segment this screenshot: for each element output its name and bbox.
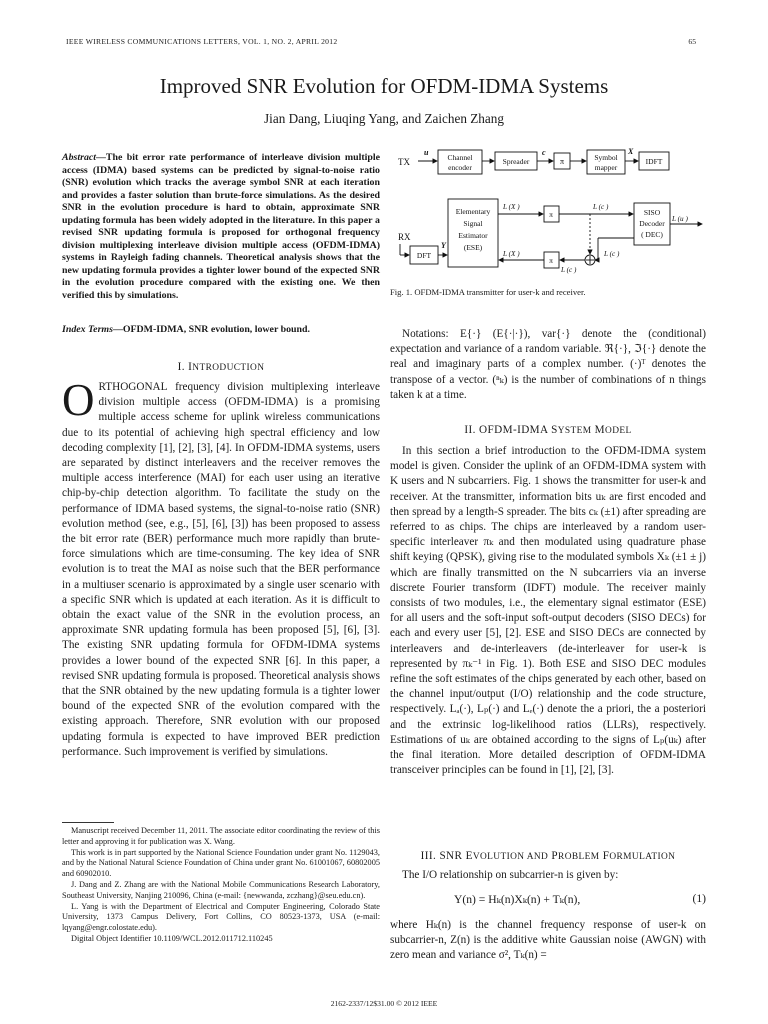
section-heading-system-model: II. OFDM-IDMA SYSTEM MODEL [464, 424, 632, 436]
introduction-body [62, 375, 380, 760]
signal-xk: X [628, 147, 634, 156]
notations-paragraph: Notations: E{·} (E{·|·}), var{·} denote the (conditional) expectation and variance of a random variable. ℜ{·}, ℑ{·} denote the real and imaginary parts of a complex number. (·)ᵀ denotes the transpose of a vector. (ⁿₖ) is the number of combinations of n things taken k at a time. [390, 328, 706, 401]
intro-text: frequency division multiplexing interleave division multiple access (OFDM-IDMA) is a promising multiple access scheme for uplink wireless communications due to its potential of achieving high spectral efficiency and low decoding complexity [1], [2], [3], [4]. In OFDM-IDMA systems, users are separated by distinct interleavers and the receiver removes the multiple access interference (MAI) for each user using an iterative chip-by-chip detection algorithm. To facilitate the study on the performance of IDMA based systems, the signal-to-noise ratio (SNR) evolution method (see, e.g., [5], [6], [3]) has been proposed to assess the bit error rate (BER) performance much more rapidly than brute-force simulations which are time-consuming. The key idea of SNR evolution is to treat the MAI as noise such that the BER performance in a multiuser scenario is approximated by a single user scenario with a specific SNR which is updated at each iteration. As it is difficult to obtain the exact value of the SNR in the evolution process, an approximate SNR updating formula has been proposed [5], [6], [3]. The existing SNR updating formula for OFDM-IDMA systems provides a lower bound of the expected SNR [6]. In this paper, a revised SNR updating formula is proposed. Theoretical analysis shows that the SNR obtained by the new updating formula is a tighter lower bound of the expected SNR of the evolution compared with the existing approach. Therefore, SNR evolution with our proposed updating formula is expected to have improved BER prediction performance. Such improvement is verified by simulations. [62, 381, 380, 758]
footnotes [62, 822, 380, 945]
index-terms-text: —OFDM-IDMA, SNR evolution, lower bound. [112, 324, 310, 335]
ese-line2: Signal [463, 219, 483, 228]
signal-lp-uk: L (u ) [672, 215, 688, 223]
symbol-mapper-line2: mapper [594, 163, 618, 172]
equation-number: (1) [692, 892, 706, 905]
footnote-funding: This work is in part supported by the National Science Foundation under grant No. 1129043, and by the National Natural Science Foundation of China under grant No. 61001067, 60802005 and 60902010. [62, 847, 380, 879]
siso-line3: ( DEC) [641, 230, 663, 239]
ese-line4: (ESE) [463, 243, 483, 252]
siso-line1: SISO [643, 208, 661, 217]
tx-label: TX [398, 157, 410, 167]
footnote-doi: Digital Object Identifier 10.1109/WCL.2012.011712.110245 [71, 933, 273, 943]
drop-cap: O [62, 375, 95, 425]
abstract-text: —The bit error rate performance of interleave division multiple access (IDMA) based systems can be predicted by signal-to-noise ratio (SNR) evolution which tracks the average symbol SNR at each iteration and provides a faster solution than brute-force simulations. As the desired SNR in the evolution procedure is hard to obtain, approximate SNR updating formula has been widely adopted in the literature. In this paper a revised SNR updating formula is proposed for orthogonal frequency division multiplexing interleave division multiple access (OFDM-IDMA) systems in Rayleigh fading channels. Theoretical analysis shows that the new updating formula provides a tighter lower bound of the expected SNR in the evolution procedure compared with the existing one. We then verified this by simulations. [62, 152, 380, 301]
page-number: 65 [688, 37, 696, 46]
figure-caption: Fig. 1. OFDM-IDMA transmitter for user-k and receiver. [390, 287, 586, 297]
abstract-lead: Abstract [62, 152, 97, 163]
section-heading-snr-evolution: III. SNR EVOLUTION AND PROBLEM FORMULATION [420, 850, 676, 862]
interleaver-feedback-label: π [549, 256, 553, 265]
equation-expression: Y(n) = Hₖ(n)Xₖ(n) + Tₖ(n), [454, 893, 581, 906]
system-diagram [390, 144, 706, 284]
rx-label: RX [398, 232, 411, 242]
interleaver-label: π [559, 157, 565, 166]
deinterleaver-label: π [549, 210, 553, 219]
signal-y: Y [441, 241, 446, 250]
footnote-affiliation-csu: L. Yang is with the Department of Electrical and Computer Engineering, Colorado State University, 1373 Campus Delivery, Fort Collins, CO 80523-1373, USA (e-mail: lqyang@engr.colostate.edu). [62, 901, 380, 933]
signal-la-xk: L (X ) [503, 250, 520, 258]
abstract [62, 152, 380, 302]
dft-label: DFT [416, 251, 432, 260]
footnote-manuscript: Manuscript received December 11, 2011. The associate editor coordinating the review of this letter and approving it for publication was X. Wang. [62, 826, 380, 846]
ese-line3: Estimator [458, 231, 488, 240]
spreader-label: Spreader [502, 157, 530, 166]
footnote-rule [62, 822, 114, 823]
signal-uk: u [424, 148, 429, 157]
snr-intro: The I/O relationship on subcarrier-n is given by: [402, 869, 619, 881]
author-list: Jian Dang, Liuqing Yang, and Zaichen Zhang [264, 111, 504, 126]
ese-line1: Elementary [455, 207, 491, 216]
section-heading-introduction: I. INTRODUCTION [177, 361, 265, 373]
system-model-body: In this section a brief introduction to the OFDM-IDMA system model is given. Consider the uplink of an OFDM-IDMA system with K users and N subcarriers. Fig. 1 shows the transmitter for user-k and receiver. At the transmitter, information bits uₖ are first encoded and then spread by a length-S spreader. The bits cₖ (±1) after spreading are referred to as chips. The chips are interleaved by a random user-specific interleaver πₖ and then modulated using quadrature phase shift keying (QPSK), giving rise to the modulated symbols Xₖ (±1 ± j) which are finally transmitted on the N subcarriers via an inverse discrete Fourier transform (IDFT) module. The receiver mainly consists of two modules, i.e., the elementary signal estimator (ESE) for all users and the soft-input soft-output decoders (SISO DECs) for each and every user [5], [2]. ESE and SISO DECs are connected by interleavers and de-interleavers (de-interleaver for user-k is represented by πₖ⁻¹ in Fig. 1). Both ESE and SISO DEC modules refine the soft estimates of the chips generated by each other, based on the channel input/output (I/O) relationship and the code structure, respectively. Lₐ(·), Lₚ(·) and Lₑ(·) denote the a priori, the a posteriori and the extrinsic log-likelihood ratios (LLRs), respectively. Estimations of uₖ are obtained according to the signs of Lₚ(uₖ) after the final iteration. More detailed description of OFDM-IDMA transceiver principles can be found in [1], [2], [3]. [390, 445, 706, 777]
siso-line2: Decoder [639, 219, 665, 228]
index-terms-lead: Index Terms [62, 324, 113, 335]
signal-le-ck: L (c ) [561, 266, 577, 274]
channel-encoder-line1: Channel [447, 153, 473, 162]
snr-body: where Hₖ(n) is the channel frequency response of user-k on subcarrier-n, Z(n) is the additive white Gaussian noise (AWGN) with zero mean and variance σ², Tₖ(n) = [390, 919, 706, 962]
running-header: IEEE WIRELESS COMMUNICATIONS LETTERS, VOL. 1, NO. 2, APRIL 2012 [66, 37, 338, 46]
symbol-mapper-line1: Symbol [594, 153, 618, 162]
idft-label: IDFT [645, 157, 663, 166]
signal-la-ck: L (c ) [593, 203, 609, 211]
index-terms [62, 324, 380, 337]
page-footer: 2162-2337/12$31.00 © 2012 IEEE [330, 999, 438, 1008]
footnote-affiliation-seu: J. Dang and Z. Zhang are with the National Mobile Communications Research Laboratory, Southeast University, Nanjing 210096, China (e-mail: {newwanda, zczhang}@seu.edu.cn). [62, 879, 380, 900]
signal-le-xk: L (X ) [503, 203, 520, 211]
intro-first-word: RTHOGONAL [98, 381, 168, 393]
channel-encoder-line2: encoder [448, 163, 472, 172]
paper-title: Improved SNR Evolution for OFDM-IDMA Systems [159, 74, 609, 98]
signal-ck: c [542, 148, 546, 157]
signal-lp-ck: L (c ) [604, 250, 620, 258]
